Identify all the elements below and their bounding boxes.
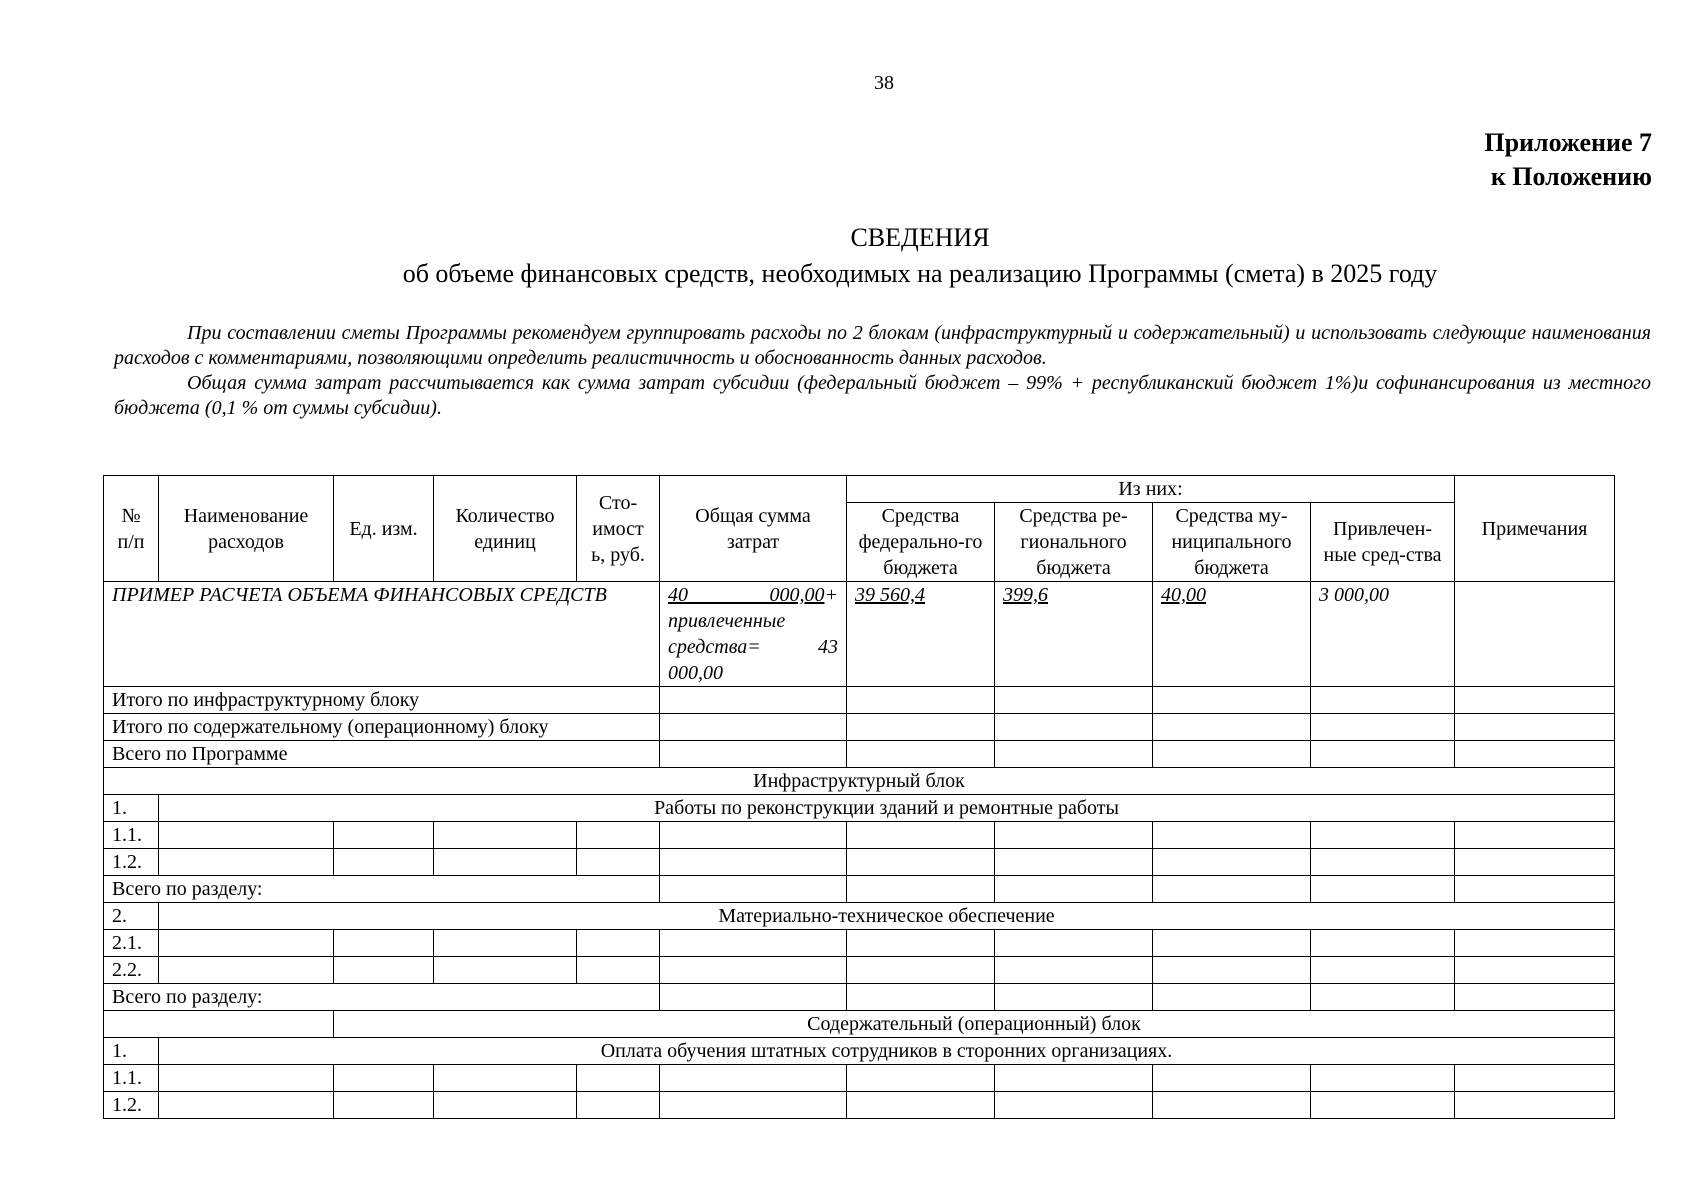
- infra-section-1-title: Работы по реконструкции зданий и ремонтные работы: [159, 795, 1615, 822]
- infra-section-2-num: 2.: [104, 903, 159, 930]
- document-subtitle: об объеме финансовых средств, необходимых на реализацию Программы (смета) в 2025 году: [402, 259, 1438, 288]
- header-total: Общая сумма затрат: [660, 476, 847, 582]
- estimate-table: [103, 475, 1615, 1119]
- infra-section-1-total: Всего по разделу:: [104, 876, 660, 903]
- table-row: [104, 1092, 1615, 1119]
- infra-block-row: [104, 768, 1615, 795]
- infra-section-2-row: [104, 903, 1615, 930]
- table-row: [104, 957, 1615, 984]
- total-infra-label: Итого по инфраструктурному блоку: [104, 687, 660, 714]
- document-title: СВЕДЕНИЯ: [850, 223, 990, 252]
- content-block-title: Содержательный (операционный) блок: [334, 1011, 1615, 1038]
- content-section-1-title: Оплата обучения штатных сотрудников в сторонних организациях.: [159, 1038, 1615, 1065]
- example-federal-value: 39 560,4: [855, 584, 925, 606]
- header-qty: Количество единиц: [434, 476, 577, 582]
- intro-paragraph-2: Общая сумма затрат рассчитывается как сумма затрат субсидии (федеральный бюджет – 99% + республиканский бюджет 1%)и софинансирования из местного бюджета (0,1 % от суммы субсидии).: [114, 372, 1651, 419]
- example-federal: [847, 582, 995, 687]
- total-program-label: Всего по Программе: [104, 741, 660, 768]
- total-infra-row: [104, 687, 1615, 714]
- table-header-row-1: [104, 476, 1615, 503]
- header-of-which: Из них:: [847, 476, 1455, 503]
- example-row: [104, 582, 1615, 687]
- example-regional: [995, 582, 1153, 687]
- table-row: [104, 849, 1615, 876]
- row-num: 1.2.: [104, 1092, 159, 1119]
- infra-section-2-total: Всего по разделу:: [104, 984, 660, 1011]
- content-block-row: [104, 1011, 1615, 1038]
- intro-text: [114, 321, 1651, 421]
- row-num: 2.2.: [104, 957, 159, 984]
- appendix-line-2: к Положению: [1490, 162, 1652, 191]
- infra-section-2-total-row: [104, 984, 1615, 1011]
- example-municipal-value: 40,00: [1161, 584, 1206, 606]
- header-municipal: Средства му-ниципального бюджета: [1153, 503, 1311, 582]
- header-name: Наименование расходов: [159, 476, 334, 582]
- example-municipal: [1153, 582, 1311, 687]
- content-section-1-row: [104, 1038, 1615, 1065]
- header-regional: Средства ре-гионального бюджета: [995, 503, 1153, 582]
- header-attracted: Привлечен-ные сред-ства: [1311, 503, 1455, 582]
- infra-block-title: Инфраструктурный блок: [104, 768, 1615, 795]
- example-attracted: 3 000,00: [1311, 582, 1455, 687]
- total-content-label: Итого по содержательному (операционному) блоку: [104, 714, 660, 741]
- row-num: 1.1.: [104, 822, 159, 849]
- example-notes: [1455, 582, 1615, 687]
- example-total-rest: + привлеченные средства= 43 000,00: [668, 584, 838, 684]
- table-row: [104, 930, 1615, 957]
- table-row: [104, 822, 1615, 849]
- header-num: № п/п: [104, 476, 159, 582]
- header-notes: Примечания: [1455, 476, 1615, 582]
- example-regional-value: 399,6: [1003, 584, 1048, 606]
- total-program-row: [104, 741, 1615, 768]
- intro-paragraph-1: При составлении сметы Программы рекомендуем группировать расходы по 2 блокам (инфраструктурный и содержательный) и использовать следующие наименования расходов с комментариями, позволяющими определить реалистичность и обоснованность данных расходов.: [114, 322, 1651, 369]
- row-num: 1.1.: [104, 1065, 159, 1092]
- header-cost: Сто-имост ь, руб.: [577, 476, 660, 582]
- content-block-empty-cell: [104, 1011, 334, 1038]
- appendix-label: [1484, 126, 1652, 194]
- total-content-row: [104, 714, 1615, 741]
- infra-section-1-num: 1.: [104, 795, 159, 822]
- appendix-line-1: Приложение 7: [1484, 128, 1652, 157]
- example-name: ПРИМЕР РАСЧЕТА ОБЪЕМА ФИНАНСОВЫХ СРЕДСТВ: [104, 582, 660, 687]
- header-federal: Средства федерально-го бюджета: [847, 503, 995, 582]
- infra-section-1-total-row: [104, 876, 1615, 903]
- infra-section-1-row: [104, 795, 1615, 822]
- table-row: [104, 1065, 1615, 1092]
- infra-section-2-title: Материально-техническое обеспечение: [159, 903, 1615, 930]
- content-section-1-num: 1.: [104, 1038, 159, 1065]
- row-num: 1.2.: [104, 849, 159, 876]
- page-number: 38: [874, 72, 894, 94]
- example-total-value: 40 000,00: [668, 584, 825, 606]
- example-total: [660, 582, 847, 687]
- header-unit: Ед. изм.: [334, 476, 434, 582]
- row-num: 2.1.: [104, 930, 159, 957]
